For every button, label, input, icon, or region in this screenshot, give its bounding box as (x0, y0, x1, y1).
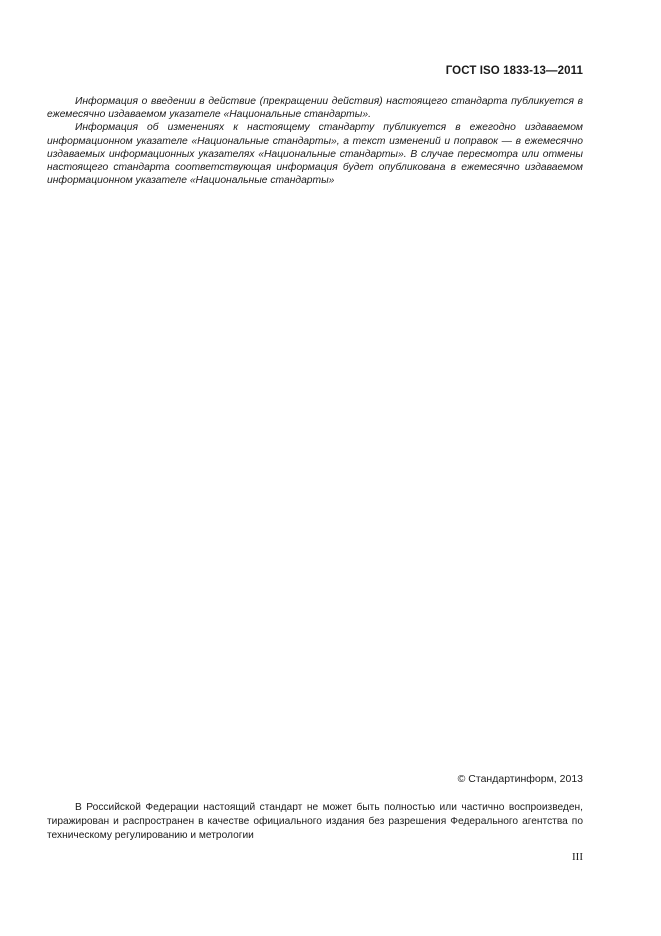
document-code: ГОСТ ISO 1833-13—2011 (445, 65, 583, 77)
legal-notice: В Российской Федерации настоящий стандарт не может быть полностью или частично воспроизведен, тиражирован и распространен в качестве официального издания без разрешения Федерального агентства по техническому регулированию и метрологии (47, 802, 583, 841)
publication-info (47, 95, 583, 187)
info-paragraph-effective: Информация о введении в действие (прекращении действия) настоящего стандарта публикуется в ежемесячно издаваемом указателе «Национальные стандарты». (47, 96, 583, 121)
copyright-notice: © Стандартинформ, 2013 (457, 773, 583, 785)
page-number: III (572, 851, 583, 863)
info-paragraph-changes: Информация об изменениях к настоящему стандарту публикуется в ежегодно издаваемом информационном указателе «Национальные стандарты», а текст изменений и поправок — в ежемесячно издаваемых информационных указателях «Национальные стандарты». В случае пересмотра или отмены настоящего стандарта соответствующая информация будет опубликована в ежемесячно издаваемом информационном указателе «Национальные стандарты» (47, 122, 583, 187)
